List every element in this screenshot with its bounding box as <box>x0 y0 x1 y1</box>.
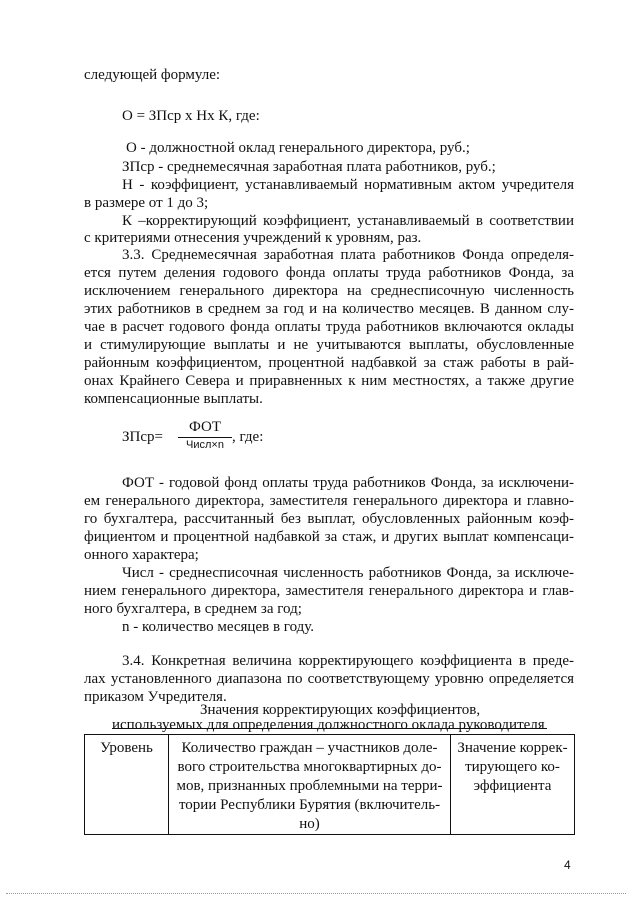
text-line: К –корректирующий коэффициент, устанавливаемый в соответствии <box>122 213 574 229</box>
text-line: n - количество месяцев в году. <box>122 619 315 635</box>
text-line: нием генерального директора, заместителя генерального директора и глав- <box>84 583 574 599</box>
text-line: лах установленного диапазона по соответствующему уровню определяется <box>84 671 574 687</box>
formula-suffix: , где: <box>232 429 264 445</box>
table-caption: Значения корректирующих коэффициентов, <box>200 702 481 718</box>
coefficients-table <box>84 734 575 835</box>
text-line: ЗПср - среднемесячная заработная плата работников, руб.; <box>122 159 496 175</box>
text-line: в размере от 1 до 3; <box>84 195 209 211</box>
formula-fraction <box>178 418 232 452</box>
header-coefficient-value: Значение коррек- тирующего ко- эффициента <box>451 735 575 835</box>
text-line: Н - коэффициент, устанавливаемый нормативным актом учредителя <box>122 177 574 193</box>
formula-salary: О = ЗПср х Нх К, где: <box>122 108 260 124</box>
formula-lhs: ЗПср= <box>122 429 163 445</box>
text-line: ем генерального директора, заместителя генерального директора и главно- <box>84 493 574 509</box>
section-3-3-heading: 3.3. Среднемесячная заработная плата работников Фонда определя- <box>122 247 574 263</box>
text-line: ется путем деления годового фонда оплаты труда работников Фонда, за <box>84 265 574 281</box>
text-line: с критериями отнесения учреждений к уровням, раз. <box>84 230 422 246</box>
text-line: ФОТ - годовой фонд оплаты труда работников Фонда, за исключени- <box>122 475 574 491</box>
text-line: онного характера; <box>84 547 199 563</box>
text-line: этих работников в среднем за год и на количество месяцев. В данном слу- <box>84 301 574 317</box>
page-number: 4 <box>564 858 571 872</box>
caption-underline <box>112 728 547 729</box>
section-3-4-heading: 3.4. Конкретная величина корректирующего коэффициента в преде- <box>122 653 574 669</box>
text-line: приказом Учредителя. <box>84 689 227 705</box>
text-line: О - должностной оклад генерального директора, руб.; <box>126 140 470 156</box>
formula-numerator: ФОТ <box>188 419 222 435</box>
text-line: Числ - среднесписочная численность работников Фонда, за исключе- <box>122 565 574 581</box>
formula-denominator: Числ×n <box>186 439 224 451</box>
text-line: фициентом и процентной надбавкой за стаж, и других выплат компенсаци- <box>84 529 574 545</box>
text-line: и стимулирующие выплаты и не учитываются выплаты, обусловленные <box>84 337 574 353</box>
text-line: онах Крайнего Севера и приравненных к ним местностях, а также другие <box>84 373 574 389</box>
text-line: исключением генерального директора на среднесписочную численность <box>84 283 574 299</box>
table-header-row <box>85 735 575 835</box>
table-caption: используемых для определения должностного оклада руководителя <box>112 717 545 733</box>
header-citizens-count: Количество граждан – участников доле- вого строительства многоквартирных до- мов, признанных проблемными на терри- тории Республики Бурятия (включитель- но) <box>169 735 451 835</box>
scan-edge-line <box>6 893 626 894</box>
text-line: районным коэффициентом, процентной надбавкой за стаж работы в рай- <box>84 355 574 371</box>
header-level: Уровень <box>85 735 169 835</box>
text-line: следующей формуле: <box>84 67 221 83</box>
formula-average-salary <box>122 418 322 458</box>
text-line: чае в расчет годового фонда оплаты труда работников включаются оклады <box>84 319 574 335</box>
text-line: го бухгалтера, рассчитанный без выплат, обусловленных районным коэф- <box>84 511 574 527</box>
text-line: компенсационные выплаты. <box>84 391 263 407</box>
text-line: ного бухгалтера, в среднем за год; <box>84 601 302 617</box>
